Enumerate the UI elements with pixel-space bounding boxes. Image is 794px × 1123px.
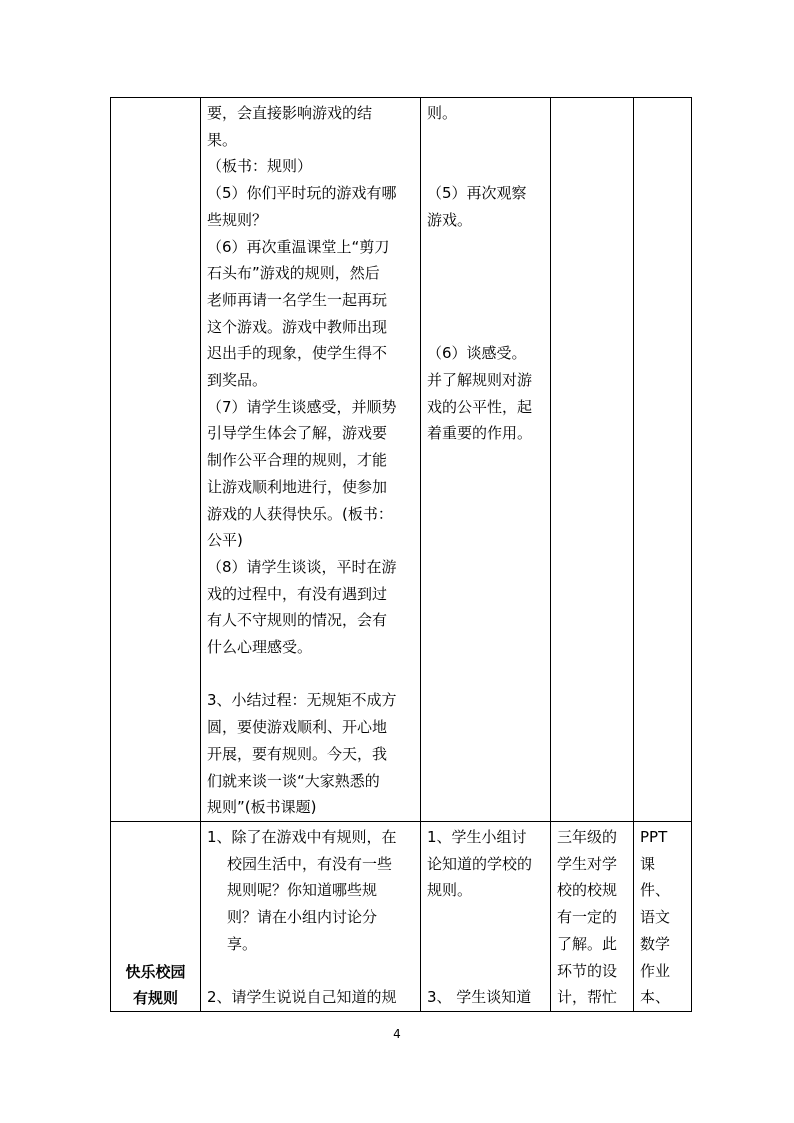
text-line: 则。 <box>427 104 458 122</box>
text-line <box>427 153 544 180</box>
text-line: （5）再次观察 <box>427 184 527 203</box>
stage-title-line: 有规则 <box>132 988 178 1007</box>
resources-cell <box>634 98 692 822</box>
text-line: 公平) <box>207 531 243 550</box>
text-line: 计，帮忙 <box>557 988 618 1007</box>
text-line: 游戏的人获得快乐。(板书： <box>207 504 393 523</box>
text-line: 要，会直接影响游戏的结 <box>207 104 373 122</box>
text-line: 戏的公平性，起 <box>427 397 533 416</box>
student-activity-cell <box>421 821 551 1011</box>
text-line: 这个游戏。游戏中教师出现 <box>207 317 388 336</box>
text-line: 论知道的学校的 <box>427 854 533 873</box>
text-line: 些规则？ <box>207 210 268 229</box>
text-line: 环节的设 <box>557 961 618 980</box>
text-line: 校的校规 <box>557 881 618 900</box>
text-line: 本、 <box>640 988 671 1007</box>
text-line: （6）再次重温课堂上“剪刀 <box>207 237 390 256</box>
text-line <box>427 234 544 261</box>
text-line: 石头布”游戏的规则，然后 <box>207 264 380 283</box>
teacher-activity-cell <box>201 98 421 822</box>
text-line: 并了解规则对游 <box>427 371 533 390</box>
student-activity-cell <box>421 98 551 822</box>
text-line: 规则”(板书课题) <box>207 798 317 817</box>
text-line: 制作公平合理的规则，才能 <box>207 451 388 470</box>
stage-cell <box>111 98 201 822</box>
text-line: 语文 <box>640 908 671 927</box>
text-line: 数学 <box>640 934 671 953</box>
lesson-plan-table <box>110 97 692 1012</box>
design-intent-cell <box>551 98 634 822</box>
text-line: 规则呢？你知道哪些规 <box>227 881 378 900</box>
text-line <box>427 958 544 985</box>
text-line: 享。 <box>227 934 258 953</box>
text-line: （8）请学生谈谈，平时在游 <box>207 557 397 576</box>
text-line: 戏的过程中，有没有遇到过 <box>207 584 388 603</box>
text-line: 学生对学 <box>557 854 618 873</box>
text-line: 们就来谈一谈“大家熟悉的 <box>207 771 380 790</box>
design-intent-cell <box>551 821 634 1011</box>
text-line: 让游戏顺利地进行，使参加 <box>207 477 388 496</box>
text-line: （板书：规则） <box>207 157 313 176</box>
text-line: 作业 <box>640 961 671 980</box>
table-row <box>111 98 692 822</box>
text-line: 3、 学生谈知道 <box>427 988 532 1007</box>
text-line: 有人不守规则的情况，会有 <box>207 611 388 630</box>
text-line <box>207 958 414 985</box>
text-line <box>427 931 544 958</box>
text-line: 校园生活中，有没有一些 <box>227 854 393 873</box>
text-line <box>427 260 544 287</box>
text-line: （5）你们平时玩的游戏有哪 <box>207 184 397 203</box>
page-number: 4 <box>393 1027 401 1041</box>
text-line: 开展，要有规则。今天，我 <box>207 744 388 763</box>
text-line <box>427 904 544 931</box>
teacher-activity-cell <box>201 821 421 1011</box>
text-line: 迟出手的现象，使学生得不 <box>207 344 388 363</box>
text-line: 有一定的 <box>557 908 618 927</box>
text-line <box>427 127 544 154</box>
resources-cell <box>634 821 692 1011</box>
text-line <box>427 287 544 314</box>
text-line: 2、请学生说说自己知道的规 <box>207 988 397 1007</box>
text-line: 果。 <box>207 130 238 149</box>
text-line: 三年级的 <box>557 827 618 846</box>
stage-title-line: 快乐校园 <box>125 962 186 981</box>
text-line: 老师再请一名学生一起再玩 <box>207 290 388 309</box>
text-line: 规则。 <box>427 881 473 900</box>
text-line: 1、除了在游戏中有规则，在 <box>207 827 397 846</box>
text-line: 引导学生体会了解，游戏要 <box>207 424 388 443</box>
text-line: 件、 <box>640 881 671 900</box>
text-line: （6）谈感受。 <box>427 344 527 363</box>
text-line: 课 <box>640 854 656 873</box>
text-line: 着重要的作用。 <box>427 424 533 443</box>
stage-cell <box>111 821 201 1011</box>
text-line: 3、小结过程：无规矩不成方 <box>207 691 397 710</box>
text-line: 1、学生小组讨 <box>427 827 527 846</box>
table-row <box>111 821 692 1011</box>
text-line: （7）请学生谈感受，并顺势 <box>207 397 397 416</box>
text-line: 什么心理感受。 <box>207 638 313 657</box>
text-line: PPT <box>640 827 668 846</box>
text-line <box>427 314 544 341</box>
text-line <box>207 661 414 688</box>
text-line: 则？请在小组内讨论分 <box>227 908 378 927</box>
text-line: 到奖品。 <box>207 371 268 390</box>
text-line: 圆，要使游戏顺利、开心地 <box>207 718 388 737</box>
text-line: 游戏。 <box>427 210 473 229</box>
text-line: 了解。此 <box>557 934 618 953</box>
